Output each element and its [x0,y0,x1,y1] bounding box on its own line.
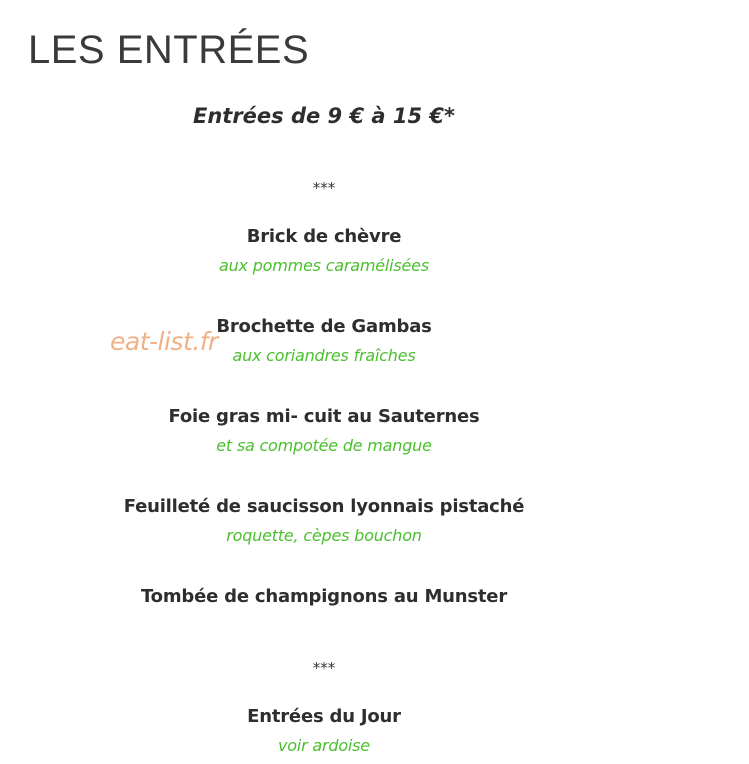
separator-top: *** [312,179,336,197]
dish-item [0,405,648,457]
dish-item [0,585,648,609]
daily-dish-item [0,705,648,757]
page-title: LES ENTRÉES [28,28,310,72]
dish-description: aux pommes caramélisées [219,256,429,275]
dish-name: Brick de chèvre [246,226,402,247]
dish-name: Feuilleté de saucisson lyonnais pistaché [123,496,525,517]
dish-name: Tombée de champignons au Munster [140,586,507,607]
separator-bottom: *** [312,659,336,677]
dish-name: Entrées du Jour [247,706,401,727]
dish-name: Foie gras mi- cuit au Sauternes [168,406,480,427]
dish-item [0,315,648,367]
dish-description: voir ardoise [278,736,370,755]
dish-description: roquette, cèpes bouchon [226,526,422,545]
dish-item [0,225,648,277]
price-range: Entrées de 9 € à 15 €* [192,104,456,128]
dish-item [0,495,648,547]
dish-name: Brochette de Gambas [216,316,432,337]
dish-description: et sa compotée de mangue [216,436,432,455]
watermark: eat-list.fr [110,327,218,356]
dish-description: aux coriandres fraîches [232,346,416,365]
